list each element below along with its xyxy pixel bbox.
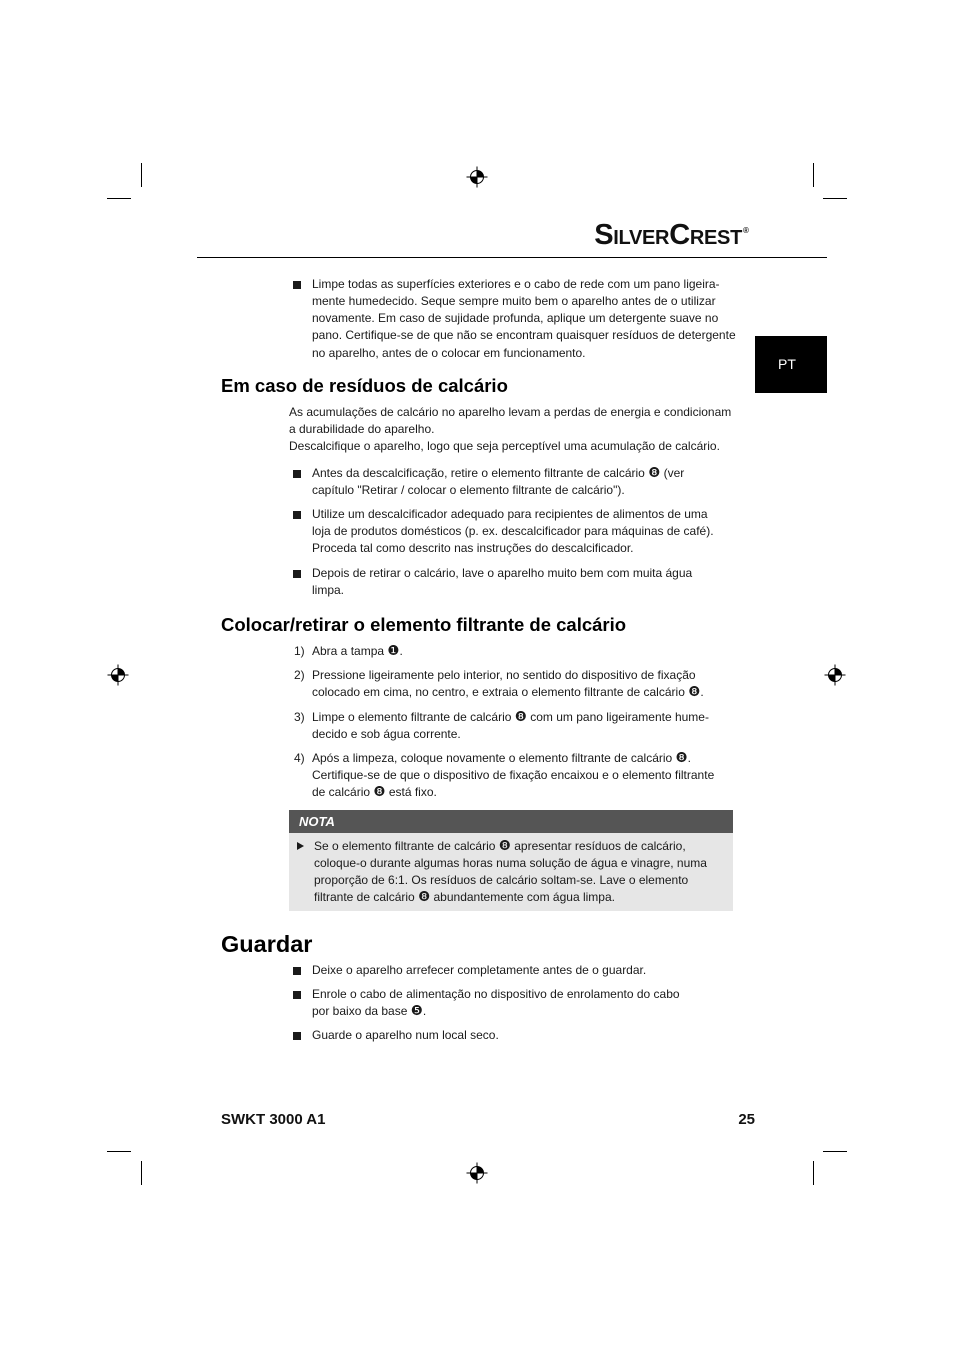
text-line: no aparelho, antes de o colocar em funcionamento. xyxy=(312,345,586,360)
text-line: Limpe o elemento filtrante de calcário ❽ com um pano ligeiramente hume- xyxy=(312,708,709,725)
text-line: Abra a tampa ❶. xyxy=(312,642,403,659)
numbered-step xyxy=(294,667,704,702)
note-header xyxy=(289,810,733,833)
text-line: Depois de retirar o calcário, lave o aparelho muito bem com muita água xyxy=(312,565,693,580)
numbered-step xyxy=(294,750,714,802)
text-line: Guarde o aparelho num local seco. xyxy=(312,1027,499,1042)
square-bullet-icon xyxy=(293,1032,301,1040)
square-bullet-icon xyxy=(293,470,301,478)
text-line: mente humedecido. Seque sempre muito bem o aparelho antes de o utilizar xyxy=(312,293,716,308)
text-line: Limpe todas as superfícies exteriores e o cabo de rede com um pano ligeira- xyxy=(312,276,720,291)
bullet-item xyxy=(312,1027,499,1044)
step-number: 3) xyxy=(294,709,305,724)
step-number: 1) xyxy=(294,643,305,658)
crop-mark xyxy=(107,198,131,199)
registered-mark: ® xyxy=(743,226,749,235)
text-line: Pressione ligeiramente pelo interior, no sentido do dispositivo de fixação xyxy=(312,667,696,682)
text-line: decido e sob água corrente. xyxy=(312,726,461,741)
text-line: colocado em cima, no centro, e extraia o elemento filtrante de calcário ❽. xyxy=(312,683,704,700)
bullet-item xyxy=(312,506,714,558)
bullet-item xyxy=(312,276,736,362)
text-line: de calcário ❽ está fixo. xyxy=(312,784,437,801)
page-number: 25 xyxy=(738,1111,755,1128)
reference-number-icon: ❽ xyxy=(373,784,386,801)
square-bullet-icon xyxy=(293,967,301,975)
text-line: loja de produtos domésticos (p. ex. descalcificador para máquinas de café). xyxy=(312,523,714,538)
registration-mark-icon xyxy=(466,1162,488,1184)
crop-mark xyxy=(141,163,142,187)
crop-mark xyxy=(813,163,814,187)
reference-number-icon: ❽ xyxy=(648,464,661,481)
brand-logo: SilverCrest xyxy=(594,219,742,251)
text-line: Antes da descalcificação, retire o elemento filtrante de calcário ❽ (ver xyxy=(312,464,685,481)
text-line: a durabilidade do aparelho. xyxy=(289,421,435,436)
numbered-step xyxy=(294,643,403,660)
numbered-step xyxy=(294,709,709,744)
bullet-item xyxy=(312,986,680,1021)
registration-mark-icon xyxy=(824,664,846,686)
square-bullet-icon xyxy=(293,991,301,999)
text-line: Se o elemento filtrante de calcário ❽ apresentar resíduos de calcário, xyxy=(314,837,686,854)
chapter-heading: Guardar xyxy=(221,931,313,957)
crop-mark xyxy=(823,1151,847,1152)
text-line: Proceda tal como descrito nas instruções do descalcificador. xyxy=(312,541,634,556)
bullet-item xyxy=(312,465,684,500)
reference-number-icon: ❽ xyxy=(418,889,431,906)
reference-number-icon: ❺ xyxy=(410,1002,423,1019)
text-line: Deixe o aparelho arrefecer completamente antes de o guardar. xyxy=(312,962,647,977)
section-heading: Colocar/retirar o elemento filtrante de calcário xyxy=(221,614,627,635)
text-line: filtrante de calcário ❽ abundantemente com água limpa. xyxy=(314,889,615,906)
language-tab-label: PT xyxy=(778,356,796,372)
text-line: Descalcifique o aparelho, logo que seja perceptível uma acumulação de calcário. xyxy=(289,439,720,454)
bullet-item xyxy=(312,962,646,979)
text-line: pano. Certifique-se de que não se encontram quaisquer resíduos de detergente xyxy=(312,328,736,343)
text-line: Após a limpeza, coloque novamente o elemento filtrante de calcário ❽. xyxy=(312,749,691,766)
crop-mark xyxy=(141,1161,142,1185)
crop-mark xyxy=(823,198,847,199)
arrow-bullet-icon xyxy=(297,842,304,850)
text-line: coloque-o durante algumas horas numa solução de água e vinagre, numa xyxy=(314,855,707,870)
footer-model: SWKT 3000 A1 xyxy=(221,1111,326,1128)
square-bullet-icon xyxy=(293,570,301,578)
text-line: proporção de 6:1. Os resíduos de calcário soltam-se. Lave o elemento xyxy=(314,873,689,888)
text-line: As acumulações de calcário no aparelho levam a perdas de energia e condicionam xyxy=(289,404,732,419)
paragraph xyxy=(289,404,731,456)
registration-mark-icon xyxy=(107,664,129,686)
reference-number-icon: ❶ xyxy=(387,642,400,659)
step-number: 4) xyxy=(294,750,305,765)
section-heading: Em caso de resíduos de calcário xyxy=(221,375,508,396)
language-tab xyxy=(755,336,827,393)
crop-mark xyxy=(107,1151,131,1152)
text-line: capítulo "Retirar / colocar o elemento filtrante de calcário"). xyxy=(312,482,625,497)
reference-number-icon: ❽ xyxy=(514,708,527,725)
text-line: por baixo da base ❺. xyxy=(312,1002,427,1019)
step-number: 2) xyxy=(294,667,305,682)
square-bullet-icon xyxy=(293,511,301,519)
registration-mark-icon xyxy=(466,166,488,188)
text-line: limpa. xyxy=(312,582,345,597)
header-rule xyxy=(197,257,827,258)
text-line: Utilize um descalcificador adequado para recipientes de alimentos de uma xyxy=(312,506,708,521)
reference-number-icon: ❽ xyxy=(498,837,511,854)
note-item xyxy=(297,838,707,907)
text-line: Enrole o cabo de alimentação no dispositivo de enrolamento do cabo xyxy=(312,986,680,1001)
crop-mark xyxy=(813,1161,814,1185)
text-line: Certifique-se de que o dispositivo de fixação encaixou e o elemento filtrante xyxy=(312,767,715,782)
square-bullet-icon xyxy=(293,281,301,289)
text-line: novamente. Em caso de sujidade profunda, aplique um detergente suave no xyxy=(312,311,719,326)
note-title: NOTA xyxy=(299,814,335,829)
bullet-item xyxy=(312,565,692,600)
reference-number-icon: ❽ xyxy=(675,749,688,766)
reference-number-icon: ❽ xyxy=(688,683,701,700)
